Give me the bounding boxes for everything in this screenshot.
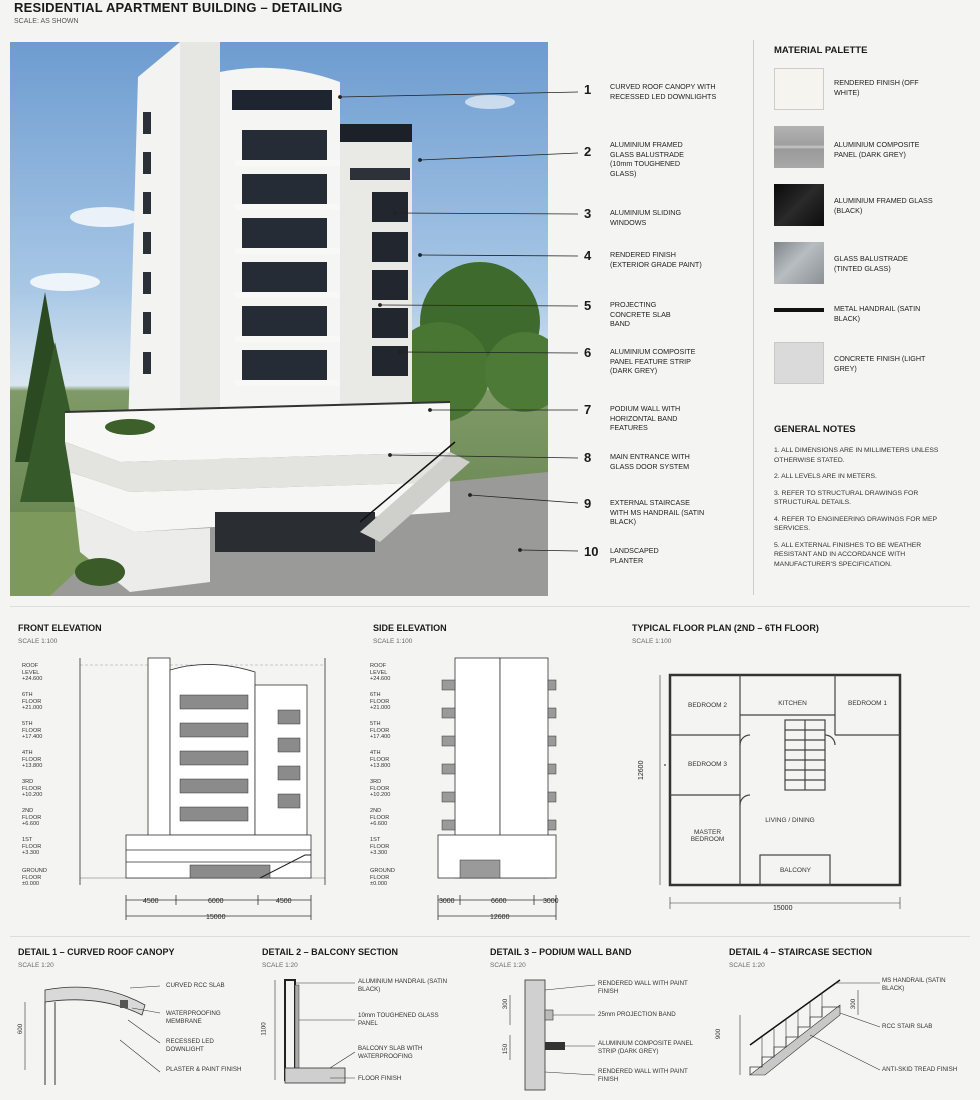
- level-label: [22, 692, 42, 712]
- detail-1-dim: 600: [17, 1023, 25, 1035]
- floor-plan-title: TYPICAL FLOOR PLAN (2ND – 6TH FLOOR): [632, 623, 819, 633]
- level-value: +17.400: [22, 734, 43, 740]
- level-value: +13.800: [370, 763, 391, 769]
- detail-1-label: WATERPROOFING MEMBRANE: [166, 1010, 221, 1025]
- level-name: 5TH FLOOR: [22, 721, 42, 734]
- room-master-bedroom: MASTER BEDROOM: [690, 829, 725, 843]
- level-value: +10.200: [370, 792, 391, 798]
- detail-3-label: RENDERED WALL WITH PAINT FINISH: [598, 980, 688, 995]
- detail-3-title: DETAIL 3 – PODIUM WALL BAND: [490, 947, 632, 957]
- level-label: [22, 868, 47, 888]
- swatch-label: GLASS BALUSTRADE (TINTED GLASS): [834, 254, 908, 273]
- level-value: +24.600: [370, 676, 391, 682]
- swatch-label: ALUMINIUM COMPOSITE PANEL (DARK GREY): [834, 140, 920, 159]
- level-name: 1ST FLOOR: [22, 837, 42, 850]
- front-dim-1: 4500: [143, 898, 159, 905]
- level-value: +10.200: [22, 792, 43, 798]
- detail-1-label: RECESSED LED DOWNLIGHT: [166, 1038, 214, 1053]
- level-label: [370, 868, 395, 888]
- note-item: 1. ALL DIMENSIONS ARE IN MILLIMETERS UNLESS OTHERWISE STATED.: [774, 447, 939, 464]
- material-palette: [774, 68, 964, 398]
- callout-number: 1: [584, 82, 592, 97]
- callout-text: RENDERED FINISH (EXTERIOR GRADE PAINT): [610, 250, 702, 269]
- level-label: [22, 750, 42, 770]
- plan-dim-width: 15000: [773, 905, 793, 912]
- side-elevation-scale: SCALE 1:100: [373, 638, 413, 645]
- note-item: 2. ALL LEVELS ARE IN METERS.: [774, 473, 877, 480]
- level-name: 6TH FLOOR: [370, 692, 390, 705]
- side-dim-2: 6600: [491, 898, 507, 905]
- detail-4-label: MS HANDRAIL (SATIN BLACK): [882, 977, 946, 992]
- plan-dim-depth: 12600: [638, 760, 645, 780]
- level-value: +6.600: [22, 821, 40, 827]
- callout-text: ALUMINIUM FRAMED GLASS BALUSTRADE (10mm TOUGHENED GLASS): [610, 140, 684, 178]
- room-bedroom-2: BEDROOM 2: [687, 702, 727, 709]
- level-label: [22, 779, 42, 799]
- front-elevation-scale: SCALE 1:100: [18, 638, 58, 645]
- front-dim-total: 15000: [206, 914, 226, 921]
- level-label: [370, 808, 389, 828]
- detail-2-label: ALUMINIUM HANDRAIL (SATIN BLACK): [358, 978, 448, 993]
- page-title: RESIDENTIAL APARTMENT BUILDING – DETAILING: [14, 0, 343, 15]
- level-label: [370, 663, 390, 683]
- room-balcony: BALCONY: [779, 867, 812, 874]
- level-name: 4TH FLOOR: [370, 750, 390, 763]
- level-name: 2ND FLOOR: [370, 808, 390, 821]
- room-kitchen: KITCHEN: [778, 700, 807, 707]
- level-value: +13.800: [22, 763, 43, 769]
- general-notes: [774, 446, 954, 569]
- detail-3-dim-2: 150: [502, 1043, 510, 1055]
- detail-2-dim: 1100: [260, 1022, 268, 1036]
- front-dim-2: 6000: [208, 898, 224, 905]
- level-name: ROOF LEVEL: [22, 663, 40, 676]
- callout-number: 7: [584, 402, 592, 417]
- detail-4-scale: SCALE 1:20: [729, 962, 765, 969]
- detail-4-dim-1: 900: [715, 1028, 723, 1040]
- level-value: +21.000: [370, 705, 391, 711]
- detail-1-drawing: [20, 980, 160, 1090]
- level-label: [370, 837, 389, 857]
- level-value: +3.300: [22, 850, 40, 856]
- page-scale: SCALE: AS SHOWN: [14, 18, 79, 25]
- detail-1-scale: SCALE 1:20: [18, 962, 54, 969]
- detail-4-label: RCC STAIR SLAB: [882, 1023, 933, 1030]
- level-value: +3.300: [370, 850, 388, 856]
- callout-number: 8: [584, 450, 592, 465]
- level-name: 6TH FLOOR: [22, 692, 42, 705]
- detail-2-label: BALCONY SLAB WITH WATERPROOFING: [358, 1045, 423, 1060]
- callout-number: 6: [584, 345, 592, 360]
- level-name: GROUND FLOOR: [370, 868, 395, 881]
- level-name: 3RD FLOOR: [370, 779, 390, 792]
- detail-2-scale: SCALE 1:20: [262, 962, 298, 969]
- level-value: ±0.000: [370, 881, 388, 887]
- swatch-label: METAL HANDRAIL (SATIN BLACK): [834, 304, 921, 323]
- callout-number: 4: [584, 248, 592, 263]
- detail-2-title: DETAIL 2 – BALCONY SECTION: [262, 947, 399, 957]
- front-elevation-title: FRONT ELEVATION: [18, 623, 102, 633]
- room-bedroom-1: BEDROOM 1: [847, 700, 887, 707]
- vertical-divider: [753, 40, 754, 595]
- level-value: +21.000: [22, 705, 43, 711]
- level-label: [22, 663, 42, 683]
- swatch-rendered-finish: [774, 68, 824, 110]
- level-name: 3RD FLOOR: [22, 779, 42, 792]
- detail-4-label: ANTI-SKID TREAD FINISH: [882, 1066, 958, 1073]
- side-dim-3: 3000: [543, 898, 559, 905]
- room-bedroom-3: BEDROOM 3: [687, 761, 727, 768]
- floor-plan-scale: SCALE 1:100: [632, 638, 672, 645]
- detail-3-scale: SCALE 1:20: [490, 962, 526, 969]
- level-label: [370, 750, 390, 770]
- note-item: 3. REFER TO STRUCTURAL DRAWINGS FOR STRUCTURAL DETAILS.: [774, 489, 919, 506]
- notes-title: GENERAL NOTES: [774, 424, 856, 435]
- side-dim-1: 3000: [439, 898, 455, 905]
- level-value: ±0.000: [22, 881, 40, 887]
- detail-1-label: PLASTER & PAINT FINISH: [166, 1066, 242, 1073]
- level-label: [370, 779, 390, 799]
- level-name: 2ND FLOOR: [22, 808, 42, 821]
- swatch-concrete: [774, 342, 824, 384]
- callout-text: EXTERNAL STAIRCASE WITH MS HANDRAIL (SATIN BLACK): [610, 498, 705, 526]
- level-name: GROUND FLOOR: [22, 868, 47, 881]
- swatch-glass-black: [774, 184, 824, 226]
- callout-number: 9: [584, 496, 592, 511]
- callout-text: LANDSCAPED PLANTER: [610, 546, 659, 565]
- swatch-handrail: [774, 308, 824, 312]
- callout-number: 2: [584, 144, 592, 159]
- detail-3-label: RENDERED WALL WITH PAINT FINISH: [598, 1068, 688, 1083]
- detail-3-drawing: [500, 980, 600, 1090]
- detail-3-label: ALUMINIUM COMPOSITE PANEL STRIP (DARK GREY): [598, 1040, 693, 1055]
- level-label: [22, 837, 41, 857]
- callout-text: ALUMINIUM SLIDING WINDOWS: [610, 208, 682, 227]
- level-value: +17.400: [370, 734, 391, 740]
- level-name: 5TH FLOOR: [370, 721, 390, 734]
- detail-2-label: 10mm TOUGHENED GLASS PANEL: [358, 1012, 439, 1027]
- room-living-dining: LIVING / DINING: [765, 817, 815, 824]
- horizontal-divider-2: [10, 936, 970, 937]
- swatch-label: CONCRETE FINISH (LIGHT GREY): [834, 354, 926, 373]
- side-dim-total: 12600: [490, 914, 510, 921]
- detail-2-drawing: [270, 980, 360, 1090]
- level-label: [22, 808, 41, 828]
- level-name: ROOF LEVEL: [370, 663, 388, 676]
- detail-2-label: FLOOR FINISH: [358, 1075, 402, 1082]
- detail-1-label: CURVED RCC SLAB: [166, 982, 225, 989]
- level-label: [22, 721, 42, 741]
- detail-1-title: DETAIL 1 – CURVED ROOF CANOPY: [18, 947, 175, 957]
- detail-3-dim-1: 300: [502, 998, 510, 1010]
- callout-number: 5: [584, 298, 592, 313]
- callout-text: MAIN ENTRANCE WITH GLASS DOOR SYSTEM: [610, 452, 690, 471]
- palette-title: MATERIAL PALETTE: [774, 45, 868, 56]
- note-item: 5. ALL EXTERNAL FINISHES TO BE WEATHER RESISTANT AND IN ACCORDANCE WITH MANUFACTURER'S SPECIFICATION.: [774, 541, 922, 568]
- level-label: [370, 692, 390, 712]
- side-elevation-drawing: [430, 650, 570, 920]
- swatch-label: RENDERED FINISH (OFF WHITE): [834, 78, 919, 97]
- level-name: 1ST FLOOR: [370, 837, 390, 850]
- callout-text: PODIUM WALL WITH HORIZONTAL BAND FEATURES: [610, 404, 681, 432]
- callout-number: 10: [584, 544, 599, 559]
- level-name: 4TH FLOOR: [22, 750, 42, 763]
- detail-4-drawing: [740, 975, 880, 1085]
- callout-number: 3: [584, 206, 592, 221]
- callout-text: CURVED ROOF CANOPY WITH RECESSED LED DOWNLIGHTS: [610, 82, 717, 101]
- callout-text: ALUMINIUM COMPOSITE PANEL FEATURE STRIP (DARK GREY): [610, 347, 696, 375]
- level-value: +24.600: [22, 676, 43, 682]
- detail-4-dim-2: 300: [850, 998, 858, 1010]
- level-label: [370, 721, 390, 741]
- horizontal-divider: [10, 606, 970, 607]
- callout-text: PROJECTING CONCRETE SLAB BAND: [610, 300, 671, 328]
- swatch-glass-tinted: [774, 242, 824, 284]
- front-dim-3: 4500: [276, 898, 292, 905]
- swatch-label: ALUMINIUM FRAMED GLASS (BLACK): [834, 196, 933, 215]
- level-value: +6.600: [370, 821, 388, 827]
- detail-4-title: DETAIL 4 – STAIRCASE SECTION: [729, 947, 873, 957]
- side-elevation-title: SIDE ELEVATION: [373, 623, 447, 633]
- note-item: 4. REFER TO ENGINEERING DRAWINGS FOR MEP SERVICES.: [774, 515, 937, 532]
- detail-3-label: 25mm PROJECTION BAND: [598, 1011, 676, 1018]
- front-elevation-drawing: [80, 650, 340, 920]
- swatch-acp: [774, 126, 824, 168]
